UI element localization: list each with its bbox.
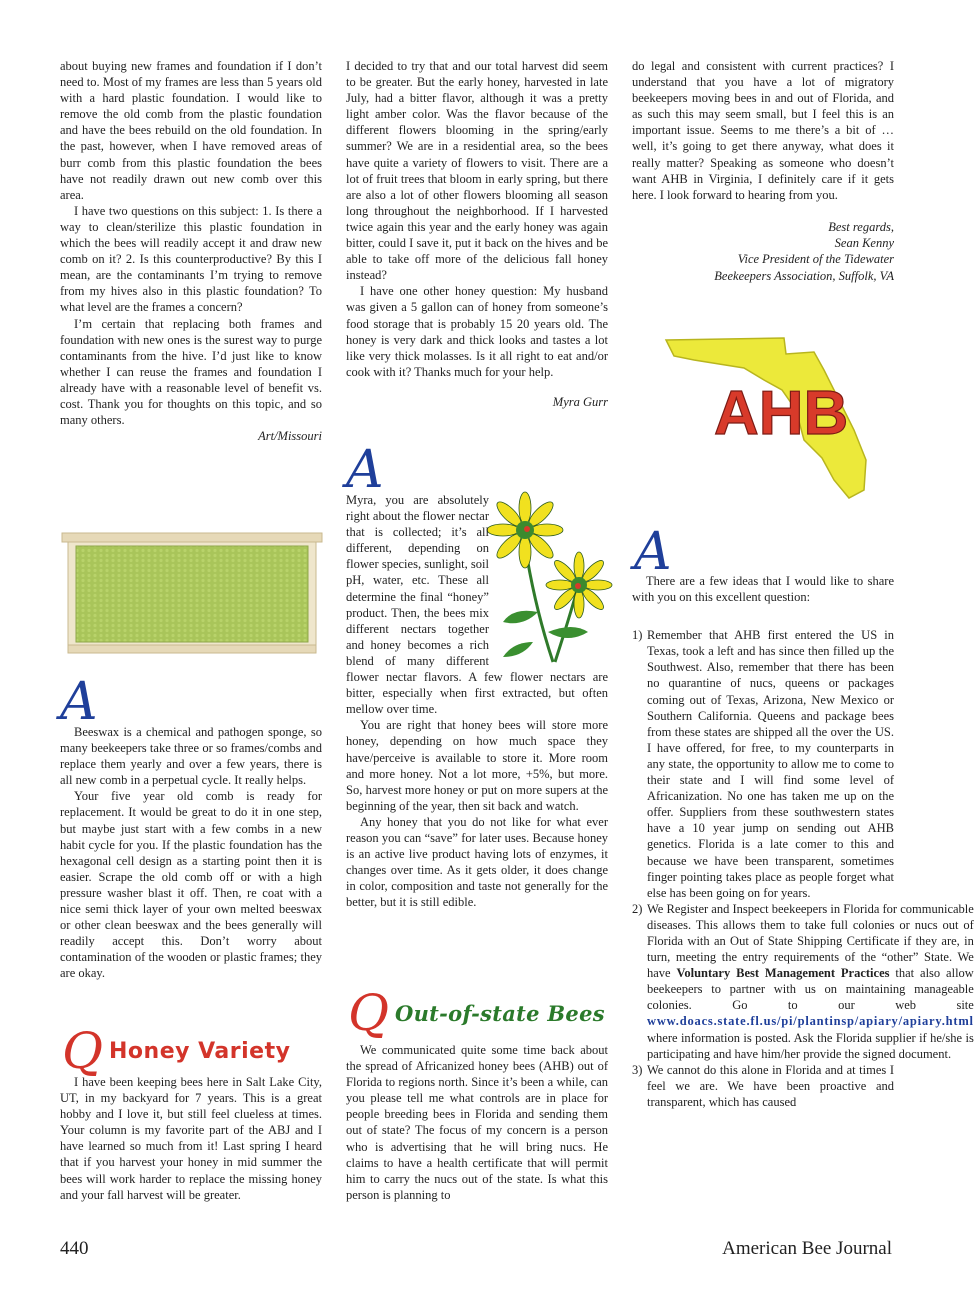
letter-signature-block	[632, 219, 894, 284]
web-link[interactable]: www.doacs.state.fl.us/pi/plantinsp/apiary/apiary.html	[647, 1014, 974, 1029]
answer-intro: There are a few ideas that I would like to share with you on this excellent question:	[632, 574, 894, 605]
list-text-post: where information is posted. Ask the Florida supplier if he/she is participating and have him/her provide the signed document.	[647, 1030, 974, 1061]
plastic-foundation-frame-image	[62, 533, 322, 655]
answer-drop-letter: A	[634, 522, 672, 582]
signature-line: Sean Kenny	[834, 236, 894, 251]
page-number: 440	[60, 1238, 89, 1259]
signature-line: Beekeepers Association, Suffolk, VA	[714, 268, 894, 283]
answer-drop-letter: A	[346, 440, 384, 500]
answer-paragraph: Your five year old comb is ready for replacement. It would be great to do it in one step, but maybe just start with a few combs in a new habit cycle for you. If the plastic foundation has the hexagonal cell design as a starting point then it is easier. Scrape the old comb off or with a high pressure washer blast it off. Then, re coat with a nice semi thick layer of your own melted beeswax or other clean beeswax and the bees generally will readily accept this. Don’t worry about contamination of the wooden or plastic frames; they are okay.	[60, 789, 322, 981]
column-2	[346, 58, 608, 410]
column-3	[632, 58, 894, 284]
list-text: Remember that AHB first entered the US in Texas, took a left and has since then filled up the Southwest. Also, remember that there has been no quarantine of nucs, queens or packages coming out of Texas, Arizona, New Mexico or Southern California. Queens and package bees from these states are shipped all the over the US. I have offered, for free, to my counterparts in any state, the opportunity to allow me to come to their state and I will find some level of Africanization. No one has taken me up on the offer. Suppliers from these southwestern states have a 10 year jump on sending out AHB genetics. Florida is a late comer to this and because we have been transparent, sometimes finger pointing takes place as people forget what else has been going on for years.	[647, 628, 894, 900]
best-practices-bold: Voluntary Best Management Practices	[676, 966, 890, 981]
list-number: 2)	[632, 901, 643, 916]
column-1-answer	[60, 724, 322, 982]
question-title: Out-of-state Bees	[395, 1000, 605, 1026]
list-number: 3)	[632, 1062, 643, 1077]
letter-paragraph: I’m certain that replacing both frames and foundation with new ones is the surest way to purge contaminants from the hive. I’d just like to know whether I can reuse the frames and foundation I already have with a reasonable level of benefit vs. cost. Thank you for thoughts on this topic, and so many others.	[60, 316, 322, 428]
letter-paragraph: I decided to try that and our total harvest did seem to be greater. But the early honey, harvested in late July, had a bitter flavor, although it was a pretty light amber color. Was the flavor because of the different flowers blooming in the spring/early summer? We are in a residential area, so the bees have quite a variety of flowers to visit. There are a lot of fruit trees that bloom in early spring, but there are also a lot of other flowers blooming all season long throughout the neighborhood. If I harvested twice again this year and the early honey was again bitter, could I save it, put it back on the hives and be able to take off more of the delicious fall honey instead?	[346, 59, 608, 283]
letter-paragraph: about buying new frames and foundation if I don’t need to. Most of my frames are less than 5 years old with a hard plastic foundation. I would like to remove the old comb from the plastic foundation and have the bees rebuild on the old foundation. In the past, however, when I have removed areas of burr comb from this plastic foundation the bees have not readily drawn out new comb over this area.	[60, 59, 322, 202]
question-paragraph: We communicated quite some time back about the spread of Africanized honey bees (AHB) out of Florida to regions north. Since it’s been a while, can you please tell me what controls are in place for people breeding bees in Florida and sending them out of state? The focus of my concern is a person who is advertising that he will bring nucs. He claims to have a health certificate that will permit him to carry the nucs out of the state. Is what this person is planning to	[346, 1043, 608, 1202]
question-drop-letter: Q	[62, 1022, 103, 1080]
question-paragraph: I have been keeping bees here in Salt Lake City, UT, in my backyard for 7 years. This is a great hobby and I love it, but still feel clueless at times. Your column is my favorite part of the ABJ and I have learned so much from it! Last spring I heard that if you harvest your honey in mid summer the bees will work harder to replace the missing honey and your fall harvest will be greater.	[60, 1075, 322, 1202]
list-number: 1)	[632, 628, 643, 643]
question-heading-honey-variety	[62, 1022, 291, 1080]
answer-paragraph: You are right that honey bees will store more honey, depending on how much space they have/perceive is available to store it. More room and more honey. Not a lot more, +5%, but more. So, harvest more honey or put on more supers at the beginning of the year, then sit back and watch.	[346, 718, 608, 813]
list-text-mid: that also allow beekeepers to partner with us on maintaining manageable colonies. Go to our web site	[647, 966, 974, 1013]
answer-paragraph: Any honey that you do not like for what ever reason you can “save” for later uses. Because honey is an active live product having lots of enzymes, it changes over time. As it gets older, it does change in color, composition and taste not generally for the better, but it is still edible.	[346, 814, 608, 910]
answer-paragraph: Beeswax is a chemical and pathogen sponge, so many beekeepers take three or so frames/combs and replace them yearly and over a few years, there is all new comb in a perpetual cycle. It really helps.	[60, 725, 322, 788]
answer-paragraph: Myra, you are absolutely right about the flower nectar that is collected; it’s all different, depending on flower species, sunlight, soil pH, water, etc. These all determine the final “honey” product. Then, the bees mix different nectars together and honey becomes a rich blend of many different flower nectar flavors. A few flower nectars are bitter, especially when first extracted, but often mellow over time.	[346, 493, 608, 717]
ahb-florida-map-logo	[664, 330, 876, 505]
letter-paragraph: I have two questions on this subject: 1. Is there a way to clean/sterilize this plastic foundation in which the bees will readily accept it and draw new comb on it? 2. Is this counterproductive? By this I mean, are the contaminants I’m trying to remove from my hives also in this plastic foundation? To what level are the frames a concern?	[60, 203, 322, 315]
signature-line: Vice President of the Tidewater	[737, 252, 894, 267]
column-1	[60, 58, 322, 444]
flowers-illustration	[493, 492, 608, 667]
list-text-pre: We Register and Inspect beekeepers in Florida for communicable diseases. This allows them to take full colonies or nucs out of Florida with an Out of State Shipping Certificate if they are, in turn, meeting the entry requirements of the “other” State. We have	[647, 901, 974, 981]
letter-paragraph: do legal and consistent with current practices? I understand that you have a lot of migratory beekeepers moving bees in and out of Florida, and as such this may seem small, but I feel this is an important issue. Seems to me there’s a bit of …well, it’s going to get there anyway, what does it really matter? Speaking as someone who doesn’t want AHB in Virginia, I definitely care if it gets here. I look forward to hearing from you.	[632, 59, 894, 202]
logo-text: AHB	[714, 379, 849, 448]
question-title: Honey Variety	[109, 1038, 291, 1064]
list-item	[632, 1062, 894, 1110]
list-text	[647, 901, 974, 1062]
answer-drop-letter: A	[60, 672, 98, 732]
signature-line: Best regards,	[828, 219, 894, 234]
column-2-question	[346, 1042, 608, 1203]
question-heading-out-of-state-bees	[348, 984, 605, 1042]
column-1-question	[60, 1074, 322, 1203]
question-drop-letter: Q	[348, 984, 389, 1042]
answer-list	[632, 627, 974, 1110]
column-3-answer	[632, 573, 974, 1110]
list-text: We cannot do this alone in Florida and at times I feel we are. We have been proactive and transparent, which has caused	[647, 1062, 894, 1109]
journal-name: American Bee Journal	[722, 1238, 892, 1259]
list-item	[632, 901, 974, 1062]
column-2-answer	[346, 492, 608, 910]
letter-signature: Myra Gurr	[552, 394, 608, 409]
letter-signature: Art/Missouri	[258, 429, 322, 444]
list-item	[632, 627, 894, 901]
letter-paragraph: I have one other honey question: My husband was given a 5 gallon can of honey from someone’s food storage that is probably 15 20 years old. The honey is very dark and thick looks and tastes a lot like very thick molasses. Is it all right to eat and/or cook with it? Thanks much for your help.	[346, 284, 608, 379]
